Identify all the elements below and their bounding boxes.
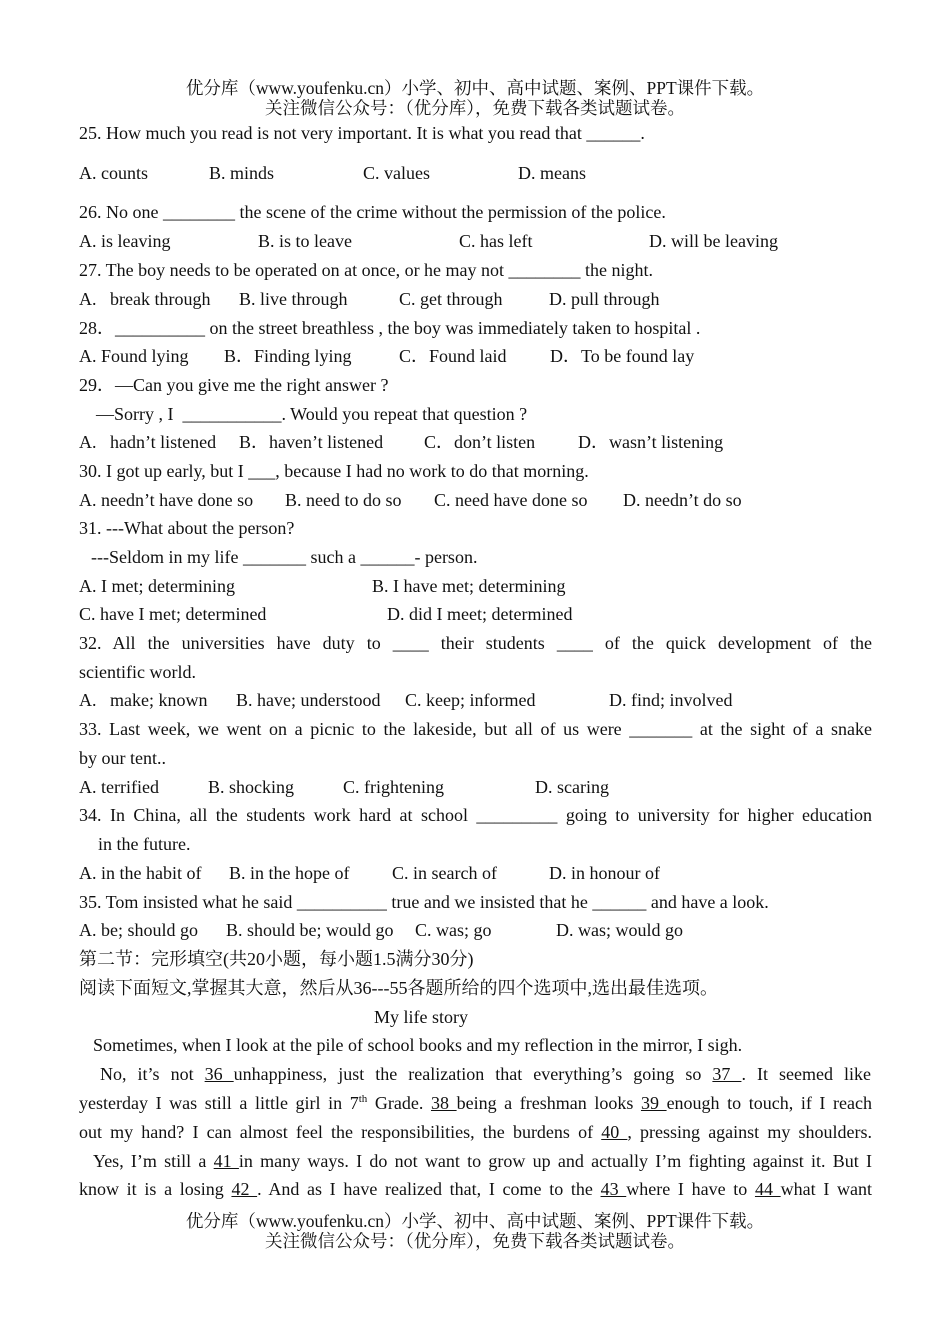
q33-option-a: A. terrified <box>79 777 159 797</box>
q25-option-d: D. means <box>518 163 586 183</box>
q34-option-b: B. in the hope of <box>229 863 350 883</box>
q28-option-a: A. Found lying <box>79 346 189 366</box>
passage-line-3: yesterday I was still a little girl in 7th Grade. 38 being a freshman looks 39 enough to touch, if I reach <box>79 1093 872 1113</box>
q26-option-b: B. is to leave <box>258 231 352 251</box>
passage-line-6: know it is a losing 42 . And as I have realized that, I come to the 43 where I have to 44 what I want <box>79 1179 872 1199</box>
q35-option-a: A. be; should go <box>79 920 198 940</box>
q32-stem-2: scientific world. <box>79 662 196 682</box>
q32-option-c: C. keep; informed <box>405 690 536 710</box>
q33-stem-1: 33. Last week, we went on a picnic to the lakeside, but all of us were _______ at the sight of a snake <box>79 719 872 739</box>
q31-stem-2: ---Seldom in my life _______ such a ______- person. <box>91 547 478 567</box>
section-2-title: 第二节：完形填空(共20小题，每小题1.5满分30分) <box>79 949 474 969</box>
q30-option-b: B. need to do so <box>285 490 402 510</box>
q32-stem-1: 32. All the universities have duty to ____ their students ____ of the quick development of the <box>79 633 872 653</box>
passage-line-5: Yes, I’m still a 41 in many ways. I do not want to grow up and actually I’m fighting against it. But I <box>93 1151 872 1171</box>
q35-option-d: D. was; would go <box>556 920 683 940</box>
q29-option-c: C．don’t listen <box>424 432 536 452</box>
blank-40: 40 <box>601 1122 628 1142</box>
footer-line-1: 优分库（www.youfenku.cn）小学、初中、高中试题、案例、PPT课件下载。 <box>185 1211 765 1231</box>
blank-44: 44 <box>754 1179 781 1199</box>
section-2-instruction: 阅读下面短文,掌握其大意，然后从36---55各题所给的四个选项中,选出最佳选项。 <box>79 978 718 998</box>
q34-option-a: A. in the habit of <box>79 863 202 883</box>
q29-option-b: B．haven’t listened <box>239 432 384 452</box>
blank-42: 42 <box>231 1179 258 1199</box>
footer-line-2: 关注微信公众号：（优分库），免费下载各类试题试卷。 <box>265 1231 685 1251</box>
q33-option-b: B. shocking <box>208 777 295 797</box>
q31-option-c: C. have I met; determined <box>79 604 267 624</box>
q31-stem-1: 31. ---What about the person? <box>79 518 295 538</box>
q30-stem: 30. I got up early, but I ___, because I had no work to do that morning. <box>79 461 589 481</box>
passage-line-1: Sometimes, when I look at the pile of school books and my reflection in the mirror, I sigh. <box>93 1035 743 1055</box>
q25-stem: 25. How much you read is not very important. It is what you read that ______. <box>79 123 645 143</box>
q33-option-d: D. scaring <box>535 777 609 797</box>
blank-37: 37 <box>712 1064 742 1084</box>
q26-option-d: D. will be leaving <box>649 231 778 251</box>
passage-title: My life story <box>374 1007 468 1027</box>
q32-option-d: D. find; involved <box>609 690 733 710</box>
q35-option-c: C. was; go <box>415 920 492 940</box>
q27-option-b: B. live through <box>239 289 348 309</box>
q32-option-b: B. have; understood <box>236 690 381 710</box>
q34-stem-1: 34. In China, all the students work hard at school _________ going to university for higher education <box>79 805 872 825</box>
q34-option-d: D. in honour of <box>549 863 660 883</box>
q25-option-a: A. counts <box>79 163 148 183</box>
q31-option-d: D. did I meet; determined <box>387 604 573 624</box>
q28-option-b: B．Finding lying <box>224 346 352 366</box>
q27-option-c: C. get through <box>399 289 503 309</box>
q32-option-a: A. make; known <box>79 690 208 710</box>
q33-option-c: C. frightening <box>343 777 444 797</box>
q29-option-d: D．wasn’t listening <box>578 432 724 452</box>
q26-option-a: A. is leaving <box>79 231 171 251</box>
q34-stem-2: in the future. <box>98 834 191 854</box>
q28-stem: 28．__________ on the street breathless , the boy was immediately taken to hospital . <box>79 318 701 338</box>
q27-stem: 27. The boy needs to be operated on at once, or he may not ________ the night. <box>79 260 654 280</box>
q30-option-c: C. need have done so <box>434 490 588 510</box>
q27-option-d: D. pull through <box>549 289 660 309</box>
q26-stem: 26. No one ________ the scene of the crime without the permission of the police. <box>79 202 666 222</box>
q35-option-b: B. should be; would go <box>226 920 394 940</box>
q26-option-c: C. has left <box>459 231 533 251</box>
q25-option-b: B. minds <box>209 163 275 183</box>
q35-stem: 35. Tom insisted what he said __________ true and we insisted that he ______ and have a look. <box>79 892 769 912</box>
header-line-1: 优分库（www.youfenku.cn）小学、初中、高中试题、案例、PPT课件下载。 <box>185 78 765 98</box>
blank-39: 39 <box>640 1093 667 1113</box>
q30-option-a: A. needn’t have done so <box>79 490 254 510</box>
q30-option-d: D. needn’t do so <box>623 490 742 510</box>
q31-option-b: B. I have met; determining <box>372 576 566 596</box>
blank-38: 38 <box>430 1093 457 1113</box>
q33-stem-2: by our tent.. <box>79 748 166 768</box>
q28-option-c: C．Found laid <box>399 346 507 366</box>
q29-stem-1: 29．—Can you give me the right answer ? <box>79 375 389 395</box>
q29-stem-2: —Sorry , I ___________. Would you repeat that question ? <box>96 404 528 424</box>
blank-41: 41 <box>213 1151 239 1171</box>
blank-43: 43 <box>600 1179 627 1199</box>
q28-option-d: D．To be found lay <box>550 346 695 366</box>
passage-line-4: out my hand? I can almost feel the responsibilities, the burdens of 40 , pressing against my shoulders. <box>79 1122 872 1142</box>
q29-option-a: A. hadn’t listened <box>79 432 217 452</box>
q25-option-c: C. values <box>363 163 430 183</box>
header-line-2: 关注微信公众号：（优分库），免费下载各类试题试卷。 <box>265 98 685 118</box>
q27-option-a: A. break through <box>79 289 211 309</box>
q34-option-c: C. in search of <box>392 863 497 883</box>
blank-36: 36 <box>204 1064 234 1084</box>
q31-option-a: A. I met; determining <box>79 576 235 596</box>
passage-line-2: No, it’s not 36 unhappiness, just the realization that everything’s going so 37 . It seemed like <box>100 1064 872 1084</box>
